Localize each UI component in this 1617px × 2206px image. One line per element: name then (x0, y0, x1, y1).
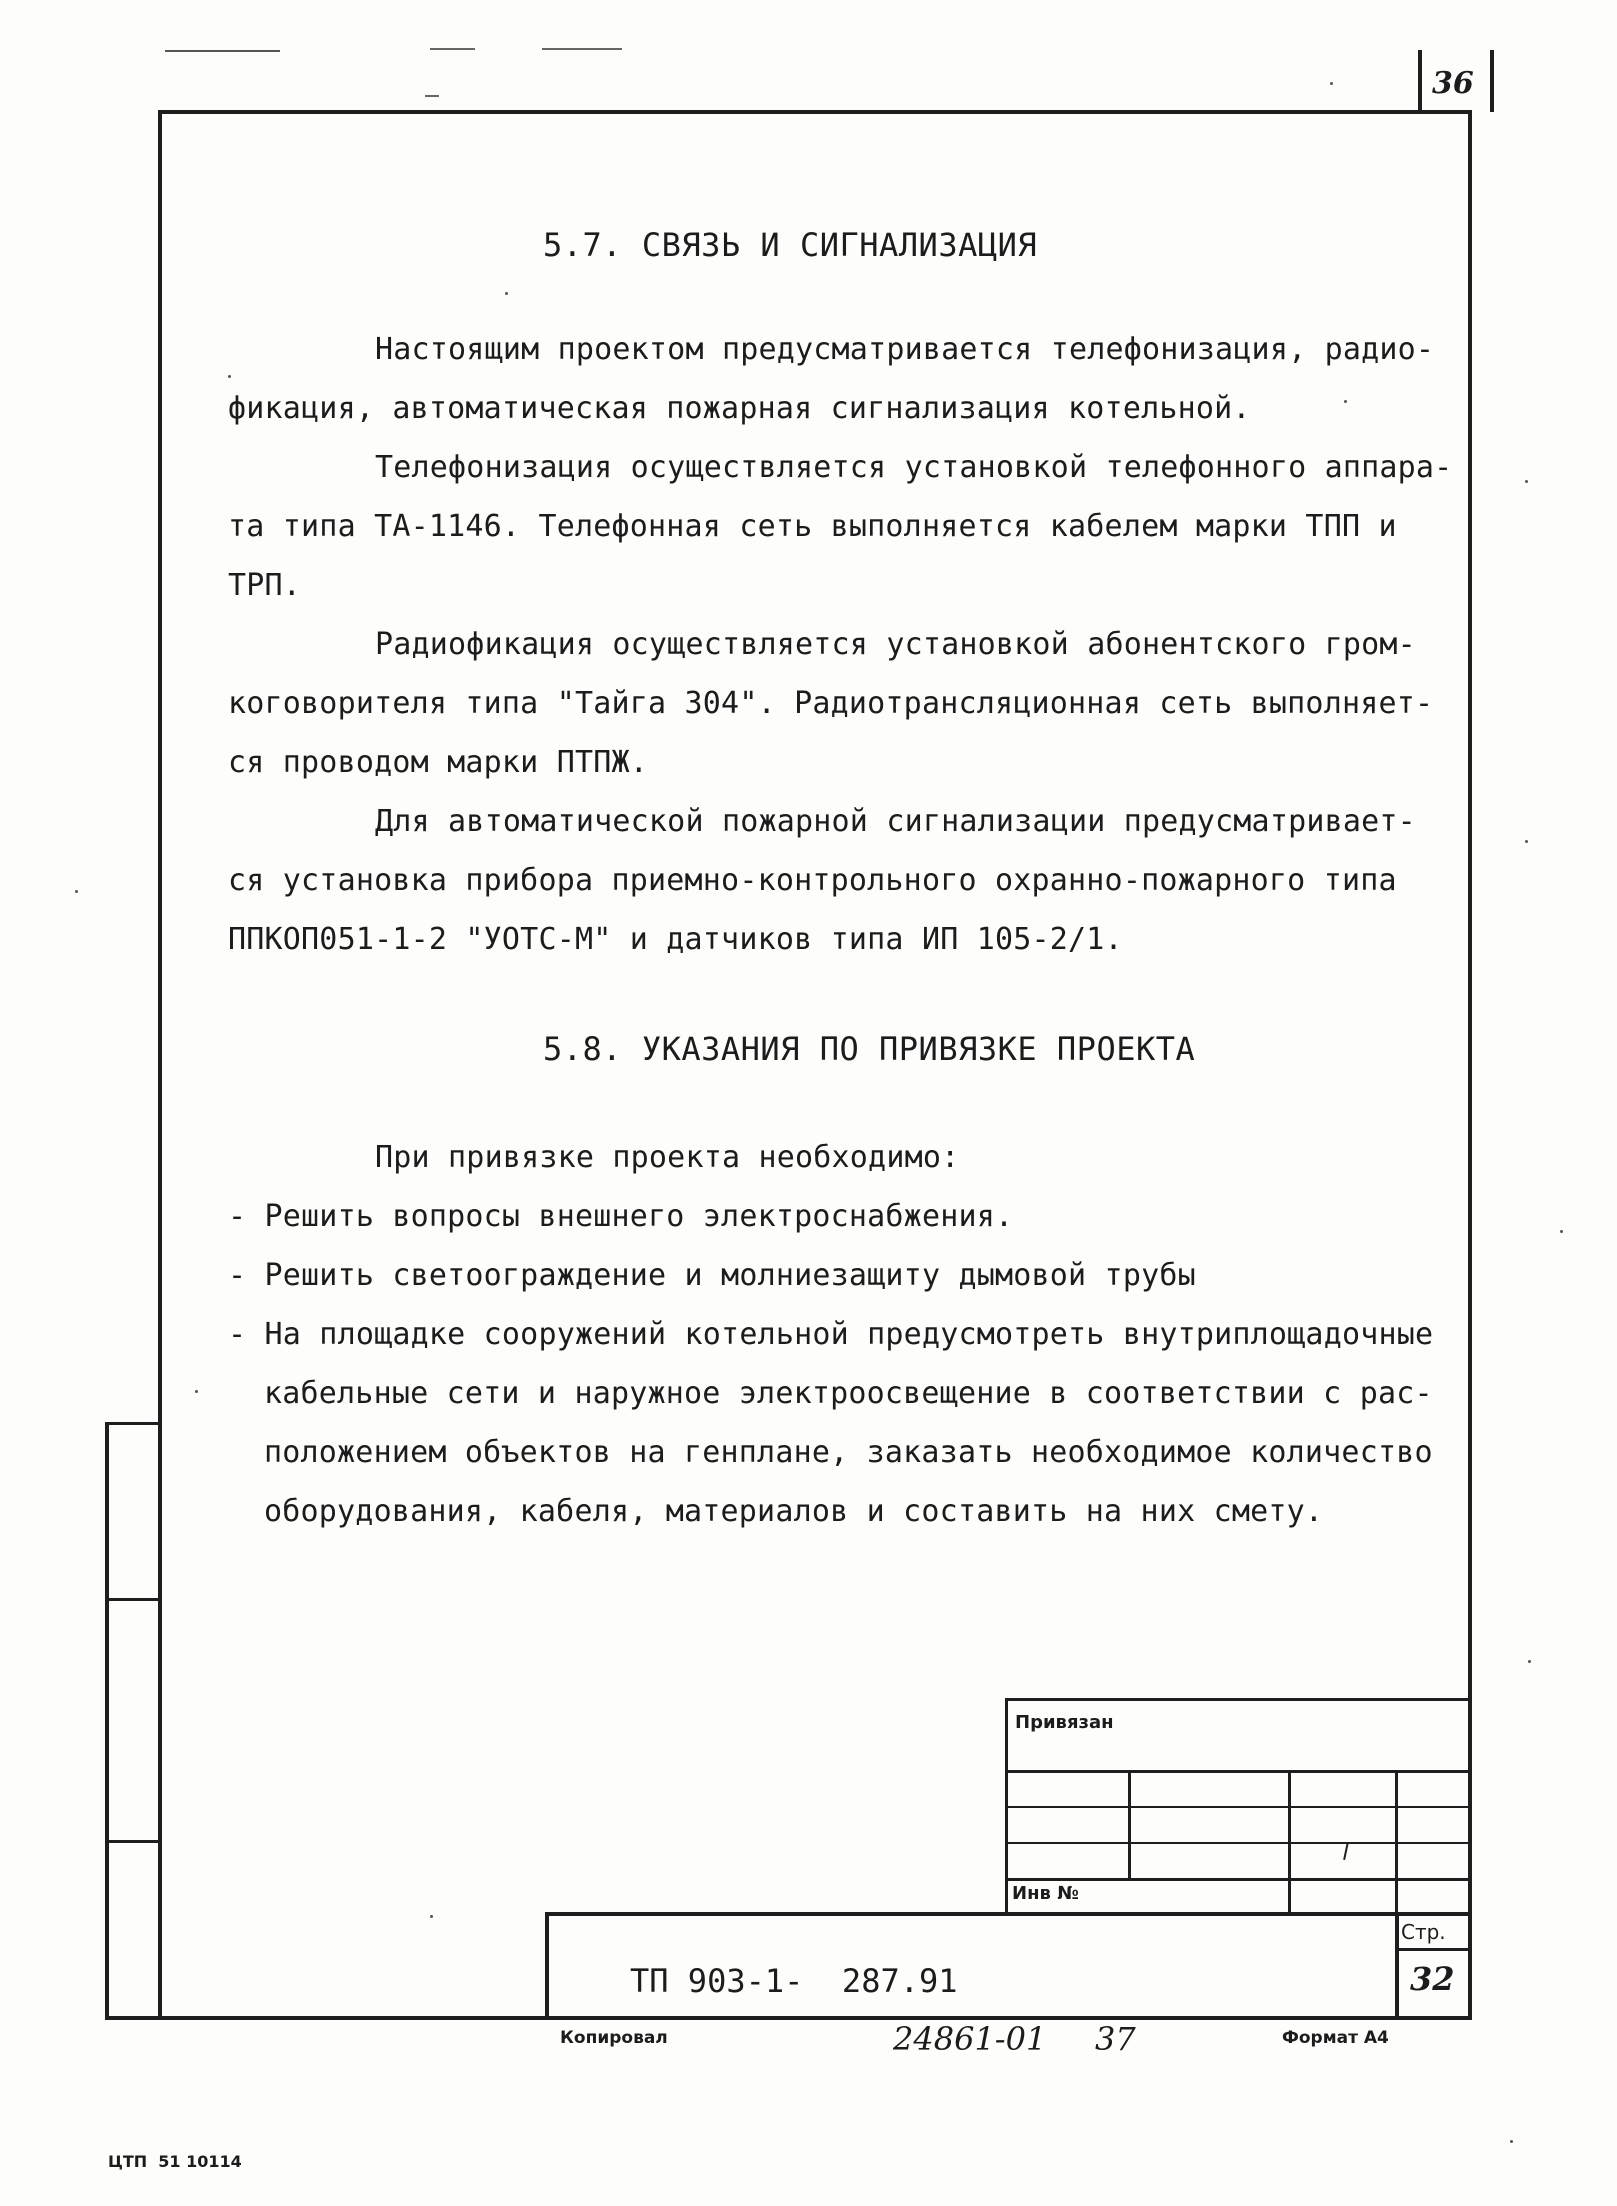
list-item: - Решить вопросы внешнего электроснабжения. (228, 1199, 1014, 1234)
frame-top (160, 110, 1472, 114)
list-item: кабельные сети и наружное электроосвещение в соответствии с рас- (264, 1376, 1433, 1411)
sheet-number-box-right (1490, 50, 1494, 112)
stamp-grid-row-1 (1005, 1770, 1470, 1773)
section-57-heading: 5.7. СВЯЗЬ И СИГНАЛИЗАЦИЯ (543, 226, 1038, 264)
paragraph-line: фикация, автоматическая пожарная сигнализация котельной. (228, 391, 1251, 426)
scan-speck (1344, 400, 1347, 403)
paragraph-line: При привязке проекта необходимо: (375, 1140, 960, 1175)
scan-speck (1330, 82, 1333, 85)
scan-speck (430, 1915, 433, 1918)
paragraph-line: Радиофикация осуществляется установкой абонентского гром- (375, 627, 1416, 662)
top-dash-3 (542, 48, 622, 50)
scan-speck (505, 292, 508, 295)
paragraph-line: ся установка прибора приемно-контрольного охранно-пожарного типа (228, 863, 1397, 898)
paragraph-line: Настоящим проектом предусматривается телефонизация, радио- (375, 332, 1435, 367)
stamp-page-number: 32 (1410, 1960, 1455, 1998)
stamp-bound-label: Привязан (1015, 1712, 1114, 1733)
binding-margin-line-1 (105, 1422, 162, 1425)
list-item: - Решить светоограждение и молниезащиту дымовой трубы (228, 1258, 1196, 1293)
footer-print-mark: ЦТП 51 10114 (108, 2152, 242, 2171)
scan-speck (1528, 1660, 1531, 1663)
paragraph-line: Телефонизация осуществляется установкой телефонного аппара- (375, 450, 1453, 485)
frame-bottom (105, 2016, 1472, 2020)
stamp-grid-col-3 (1395, 1770, 1398, 1916)
stamp-doc-code: ТП 903-1- 287.91 (630, 1962, 958, 2000)
stamp-grid-row-3 (1005, 1842, 1470, 1844)
binding-margin-line-3 (105, 1840, 162, 1843)
scan-speck (1525, 480, 1528, 483)
list-item: положением объектов на генплане, заказать необходимое количество (264, 1435, 1433, 1470)
binding-margin-left (105, 1422, 109, 2020)
section-58-heading: 5.8. УКАЗАНИЯ ПО ПРИВЯЗКЕ ПРОЕКТА (543, 1030, 1196, 1068)
stamp-main-left (545, 1912, 549, 2018)
sheet-number: 36 (1432, 66, 1474, 101)
top-dash-2 (430, 48, 475, 50)
frame-left (158, 110, 162, 2018)
sheet-number-box-left (1418, 50, 1422, 112)
section-58-body (228, 1128, 1458, 1541)
stamp-inv-label: Инв № (1012, 1883, 1079, 1904)
stamp-page-col (1395, 1912, 1399, 2018)
stamp-grid-row-4 (1005, 1878, 1470, 1881)
top-dash-1 (165, 50, 280, 52)
scan-speck (195, 1390, 198, 1393)
section-57-body (228, 320, 1458, 969)
stamp-page-label: Стр. (1401, 1920, 1446, 1944)
paragraph-line: та типа ТА-1146. Телефонная сеть выполняется кабелем марки ТПП и (228, 509, 1397, 544)
scan-speck (1510, 2140, 1513, 2143)
paragraph-line: коговорителя типа "Тайга 304". Радиотрансляционная сеть выполняет- (228, 686, 1434, 721)
paragraph-line: ППКОП051-1-2 "УОТС-М" и датчиков типа ИП 105-2/1. (228, 922, 1123, 957)
stamp-grid-col-2 (1288, 1770, 1291, 1916)
footer-handwritten-code: 24861-01 (893, 2020, 1047, 2058)
binding-margin-line-2 (105, 1598, 162, 1601)
stamp-grid-col-1 (1128, 1770, 1131, 1878)
footer-format-label: Формат А4 (1282, 2028, 1389, 2048)
stamp-grid-row-2 (1005, 1806, 1470, 1808)
paragraph-line: Для автоматической пожарной сигнализации предусматривает- (375, 804, 1416, 839)
footer-handwritten-page: 37 (1095, 2020, 1136, 2058)
scan-speck (228, 375, 231, 378)
stamp-bound-top (1005, 1698, 1470, 1701)
frame-right (1468, 110, 1472, 2018)
top-dash-4 (425, 95, 439, 97)
scan-speck (1525, 840, 1528, 843)
paragraph-line: ся проводом марки ПТПЖ. (228, 745, 649, 780)
paragraph-line: ТРП. (228, 568, 302, 603)
scan-speck (75, 890, 78, 893)
scan-speck (1560, 1230, 1563, 1233)
stamp-grid-tick (1343, 1842, 1349, 1860)
list-item: оборудования, кабеля, материалов и составить на них смету. (264, 1494, 1324, 1529)
list-item: - На площадке сооружений котельной предусмотреть внутриплощадочные (228, 1317, 1434, 1352)
stamp-page-split (1395, 1948, 1470, 1951)
stamp-main-top (545, 1912, 1470, 1916)
footer-copied-label: Копировал (560, 2028, 668, 2048)
